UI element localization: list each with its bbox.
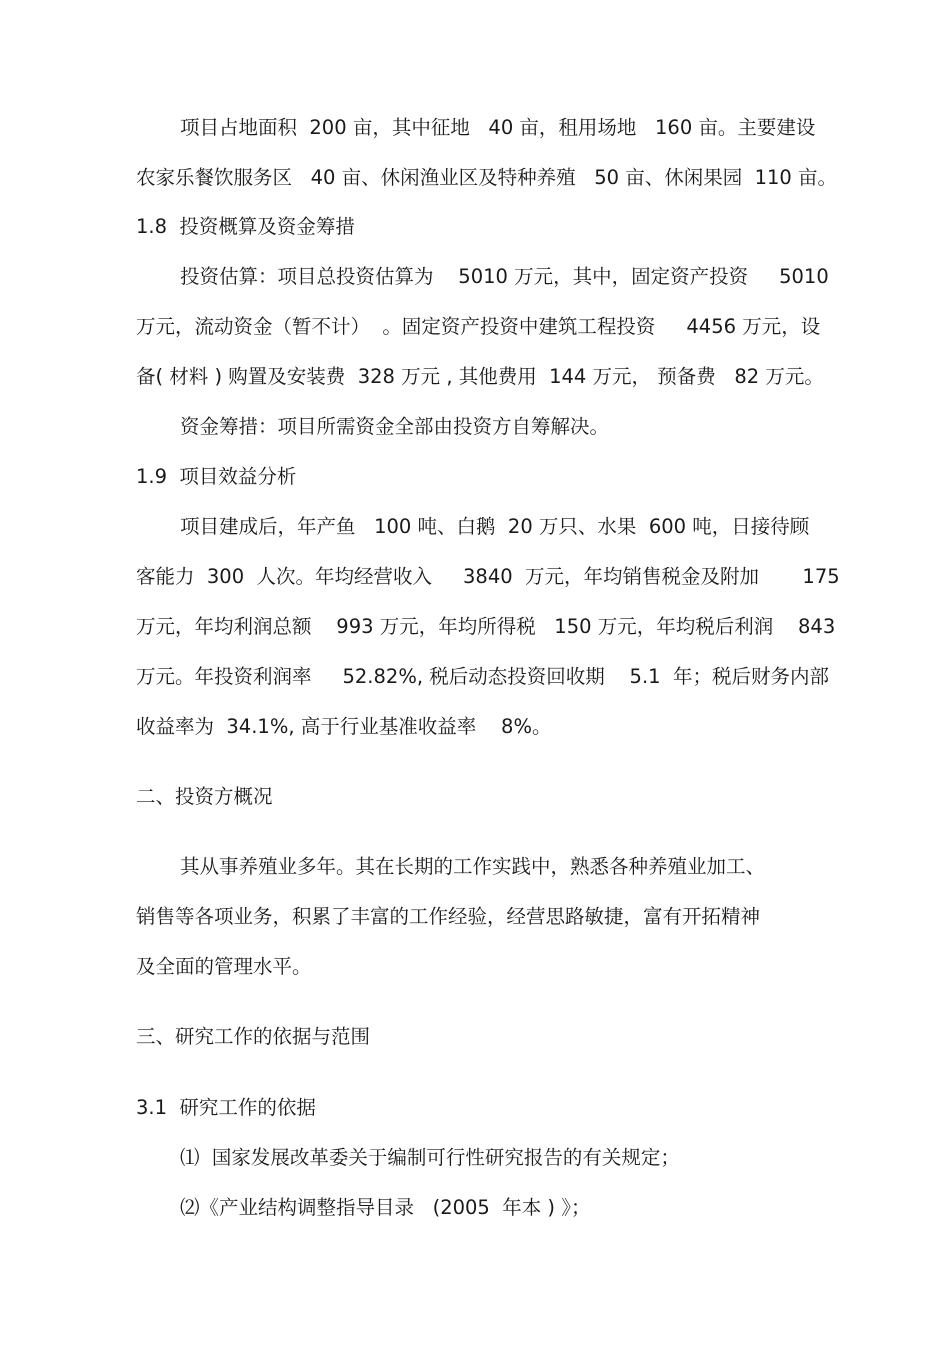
chapter-heading-2: 二、投资方概况 (136, 785, 273, 808)
investor-line-2: 销售等各项业务，积累了丰富的工作经验，经营思路敏捷，富有开拓精神 (136, 905, 761, 928)
investment-line-3: 备( 材料 ) 购置及安装费 328 万元 , 其他费用 144 万元， 预备费 82 万元。 (136, 365, 824, 388)
benefit-line-2: 客能力 300 人次。年均经营收入 3840 万元，年均销售税金及附加 175 (136, 565, 840, 588)
funding-line: 资金筹措：项目所需资金全部由投资方自筹解决。 (180, 415, 610, 438)
basis-item-2: ⑵《产业结构调整指导目录 (2005 年本 ) 》； (180, 1196, 591, 1219)
land-line-2: 农家乐餐饮服务区 40 亩、休闲渔业区及特种养殖 50 亩、休闲果园 110 亩。 (136, 166, 838, 189)
chapter-heading-3: 三、研究工作的依据与范围 (136, 1025, 371, 1048)
investment-line-2: 万元，流动资金（暂不计） 。固定资产投资中建筑工程投资 4456 万元，设 (136, 315, 821, 338)
section-heading-3-1: 3.1 研究工作的依据 (136, 1096, 316, 1119)
investment-line-1: 投资估算：项目总投资估算为 5010 万元，其中，固定资产投资 5010 (180, 265, 829, 288)
basis-item-1: ⑴ 国家发展改革委关于编制可行性研究报告的有关规定； (180, 1146, 680, 1169)
benefit-line-1: 项目建成后，年产鱼 100 吨、白鹅 20 万只、水果 600 吨，日接待顾 (180, 515, 810, 538)
investor-line-1: 其从事养殖业多年。其在长期的工作实践中，熟悉各种养殖业加工、 (180, 855, 766, 878)
land-line-1: 项目占地面积 200 亩，其中征地 40 亩，租用场地 160 亩。主要建设 (180, 116, 816, 139)
benefit-line-3: 万元，年均利润总额 993 万元，年均所得税 150 万元，年均税后利润 843 (136, 615, 836, 638)
benefit-line-4: 万元。年投资利润率 52.82%, 税后动态投资回收期 5.1 年；税后财务内部 (136, 665, 829, 688)
section-heading-1-8: 1.8 投资概算及资金筹措 (136, 215, 355, 238)
section-heading-1-9: 1.9 项目效益分析 (136, 465, 297, 488)
benefit-line-5: 收益率为 34.1%, 高于行业基准收益率 8%。 (136, 715, 552, 738)
investor-line-3: 及全面的管理水平。 (136, 955, 312, 978)
